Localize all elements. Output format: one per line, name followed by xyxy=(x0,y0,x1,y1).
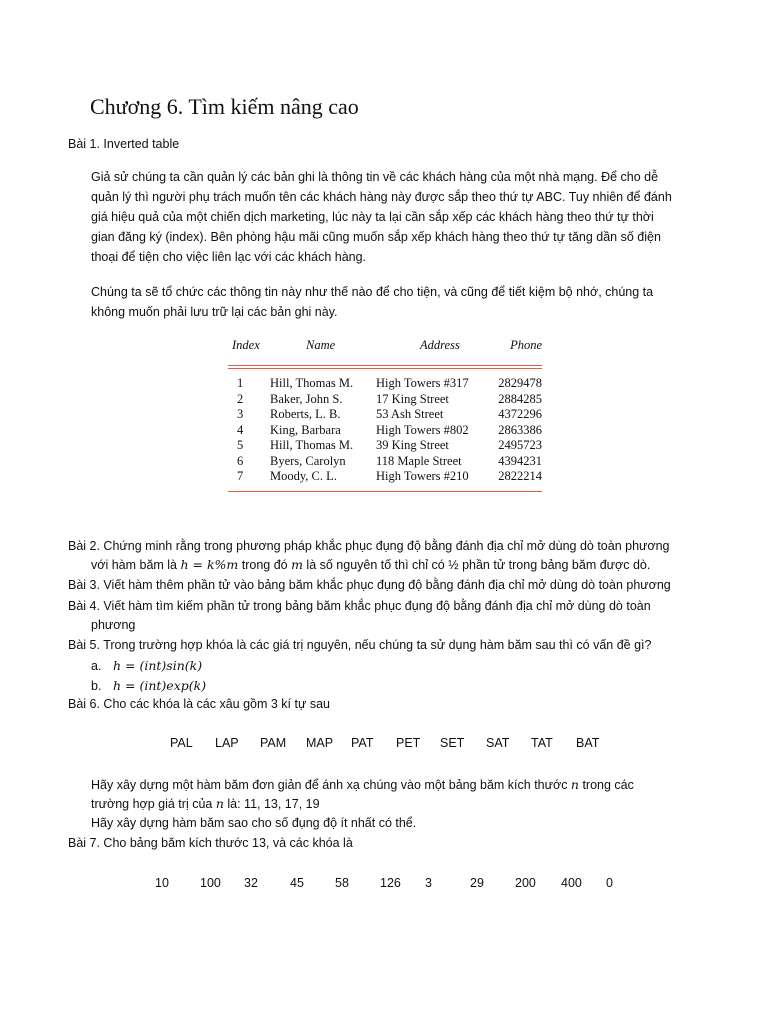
paragraph-line: không muốn phải lưu trữ lại các bản ghi này. xyxy=(91,305,338,319)
cell-address: 39 King Street xyxy=(376,438,449,453)
cell-phone: 2863386 xyxy=(498,422,542,437)
cell-name: Hill, Thomas M. xyxy=(270,438,354,453)
key-number: 400 xyxy=(561,876,582,890)
exercise-6-line-1 xyxy=(91,777,634,792)
cell-name: Byers, Carolyn xyxy=(270,453,346,468)
item-label: b. xyxy=(91,679,102,693)
paragraph-line: gian đăng ký (index). Bên phòng hậu mãi cũng muốn sắp xếp khách hàng theo thứ tự tăng dần số điện xyxy=(91,230,661,244)
paragraph-line: thoại để tiện cho việc liên lạc với các khách hàng. xyxy=(91,250,367,264)
key-string: BAT xyxy=(576,736,600,750)
key-number: 32 xyxy=(244,876,258,890)
key-string: PAT xyxy=(351,736,374,750)
key-string: SET xyxy=(440,736,465,750)
key-string: TAT xyxy=(531,736,553,750)
exercise-7-heading: Bài 7. Cho bảng băm kích thước 13, và các khóa là xyxy=(68,836,353,850)
item-label: a. xyxy=(91,659,102,673)
variable: n xyxy=(215,796,224,811)
formula: h = (int)sin(k) xyxy=(113,658,203,673)
exercise-1-paragraph-1 xyxy=(91,167,672,267)
key-number: 200 xyxy=(515,876,536,890)
inverted-table xyxy=(228,334,542,492)
paragraph-line: Chúng ta sẽ tổ chức các thông tin này như thế nào để cho tiện, và cũng để tiết kiệm bộ nhớ, chúng ta xyxy=(91,285,654,299)
table-row xyxy=(228,407,542,423)
variable: n xyxy=(570,777,579,792)
table-header-name: Name xyxy=(306,337,336,352)
exercise-5-line-1: Bài 5. Trong trường hợp khóa là các giá trị nguyên, nếu chúng ta sử dụng hàm băm sau thì có vấn đề gì? xyxy=(68,638,652,652)
cell-name: Baker, John S. xyxy=(270,391,343,406)
exercise-5-item-a xyxy=(91,658,202,673)
table-bottom-rule xyxy=(228,491,542,492)
cell-address: High Towers #802 xyxy=(376,422,469,437)
key-number: 29 xyxy=(470,876,484,890)
exercise-1-heading: Bài 1. Inverted table xyxy=(68,137,180,151)
key-number: 58 xyxy=(335,876,349,890)
exercise-4-line-2: phương xyxy=(91,618,136,632)
key-string: PET xyxy=(396,736,421,750)
table-header-rule xyxy=(228,365,542,366)
table-header-rule xyxy=(228,368,542,369)
cell-index: 4 xyxy=(237,422,244,437)
cell-address: High Towers #210 xyxy=(376,469,469,484)
key-number: 0 xyxy=(606,876,613,890)
paragraph-line: quản lý thì người phụ trách muốn tên các khách hàng này được sắp theo thứ tự ABC. Tuy nhiên để đánh xyxy=(91,190,672,204)
cell-address: High Towers #317 xyxy=(376,376,469,391)
text: là: 11, 13, 17, 19 xyxy=(223,797,320,811)
paragraph-line: giá hiệu quả của một chiến dịch marketing, lúc này ta lại cần sắp xếp các khách hàng theo thứ tự thời xyxy=(91,210,654,224)
key-number: 100 xyxy=(200,876,221,890)
cell-name: King, Barbara xyxy=(270,422,341,437)
exercise-1-paragraph-2 xyxy=(91,282,653,322)
key-string: MAP xyxy=(306,736,334,750)
exercise-6-line-2 xyxy=(91,796,320,811)
key-string: SAT xyxy=(486,736,510,750)
cell-index: 5 xyxy=(237,438,244,453)
cell-phone: 2822214 xyxy=(498,469,542,484)
table-header-index: Index xyxy=(232,337,260,352)
cell-name: Hill, Thomas M. xyxy=(270,376,354,391)
key-string: PAM xyxy=(260,736,287,750)
table-row xyxy=(228,392,542,408)
cell-address: 118 Maple Street xyxy=(376,453,462,468)
key-number: 10 xyxy=(155,876,169,890)
page-title: Chương 6. Tìm kiếm nâng cao xyxy=(90,94,359,119)
exercise-2-line-1: Bài 2. Chứng minh rằng trong phương pháp khắc phục đụng độ bằng đánh địa chỉ mở dùng dò toàn phương xyxy=(68,539,670,553)
cell-index: 1 xyxy=(237,376,244,391)
cell-address: 17 King Street xyxy=(376,391,449,406)
cell-phone: 4394231 xyxy=(498,453,542,468)
key-number: 45 xyxy=(290,876,304,890)
key-number: 126 xyxy=(380,876,401,890)
cell-name: Moody, C. L. xyxy=(270,469,337,484)
cell-name: Roberts, L. B. xyxy=(270,407,341,422)
cell-phone: 2884285 xyxy=(498,391,542,406)
exercise-7-keys xyxy=(0,876,768,894)
formula: h = (int)exp(k) xyxy=(113,678,207,693)
paragraph-line: Giả sử chúng ta cần quản lý các bản ghi là thông tin về các khách hàng của một nhà mạng. Để cho dễ xyxy=(91,170,659,184)
cell-index: 6 xyxy=(237,453,244,468)
table-body xyxy=(228,376,542,485)
exercise-6-heading: Bài 6. Cho các khóa là các xâu gồm 3 kí tự sau xyxy=(68,697,330,711)
text: với hàm băm là xyxy=(91,558,181,572)
table-header-phone: Phone xyxy=(510,337,542,352)
text: trong đó xyxy=(238,558,292,572)
exercise-5-item-b xyxy=(91,678,206,693)
cell-phone: 2495723 xyxy=(498,438,542,453)
text: trong các xyxy=(578,778,634,792)
table-row xyxy=(228,438,542,454)
cell-address: 53 Ash Street xyxy=(376,407,444,422)
key-string: PAL xyxy=(170,736,193,750)
table-row xyxy=(228,423,542,439)
exercise-2-line-2 xyxy=(91,557,650,572)
exercise-6-line-3: Hãy xây dựng hàm băm sao cho số đụng độ ít nhất có thể. xyxy=(91,816,417,830)
cell-index: 3 xyxy=(237,407,244,422)
table-row xyxy=(228,454,542,470)
table-row xyxy=(228,376,542,392)
cell-phone: 2829478 xyxy=(498,376,542,391)
exercise-6-keys xyxy=(0,736,768,754)
cell-index: 2 xyxy=(237,391,244,406)
exercise-4-line-1: Bài 4. Viết hàm tìm kiếm phần tử trong bảng băm khắc phục đụng độ bằng đánh địa chỉ mở dùng dò toàn xyxy=(68,599,651,613)
key-number: 3 xyxy=(425,876,432,890)
cell-index: 7 xyxy=(237,469,244,484)
table-row xyxy=(228,469,542,485)
table-header-address: Address xyxy=(420,337,460,352)
key-string: LAP xyxy=(215,736,239,750)
formula: h = k%m xyxy=(180,557,239,572)
cell-phone: 4372296 xyxy=(498,407,542,422)
exercise-3: Bài 3. Viết hàm thêm phần tử vào bảng băm khắc phục đụng độ bằng đánh địa chỉ mở dùng dò toàn phương xyxy=(68,578,671,592)
variable: m xyxy=(291,557,303,572)
text: trường hợp giá trị của xyxy=(91,797,216,811)
text: là số nguyên tố thì chỉ có ½ phần tử trong bảng băm được dò. xyxy=(302,558,651,572)
text: Hãy xây dựng một hàm băm đơn giản để ánh xạ chúng vào một bảng băm kích thước xyxy=(91,778,571,792)
